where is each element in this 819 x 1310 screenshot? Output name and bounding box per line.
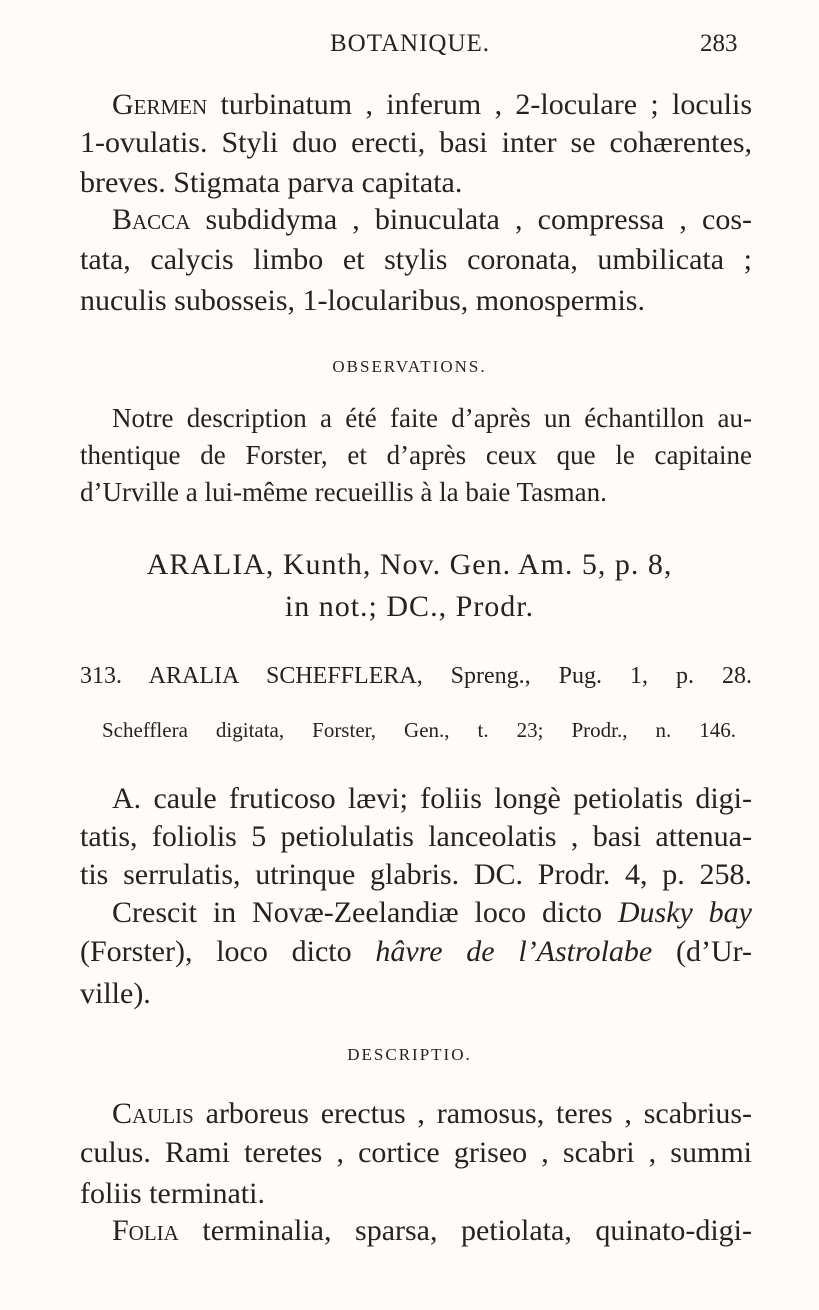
species-heading: 313. ARALIA SCHEFFLERA, Spreng., Pug. 1, p. 28.	[80, 663, 752, 689]
germen-line-3: breves. Stigmata parva capitata.	[80, 166, 463, 199]
habitat-line-1	[112, 896, 752, 930]
bacca-line-3: nuculis subosseis, 1-locularibus, monospermis.	[80, 284, 645, 317]
germen-lead: Germen	[112, 88, 208, 121]
genus-heading-line-2: in not.; DC., Prodr.	[284, 590, 535, 623]
running-header-title: BOTANIQUE.	[330, 30, 491, 57]
caulis-line-1-text: arboreus erectus , ramosus, teres , scabrius-	[193, 1097, 752, 1130]
observations-line-3: d’Urville a lui-même recueillis à la baie Tasman.	[80, 477, 607, 507]
species-synonym: Schefflera digitata, Forster, Gen., t. 23; Prodr., n. 146.	[102, 718, 736, 742]
page-number: 283	[700, 30, 738, 57]
folia-line-1	[112, 1214, 752, 1248]
germen-line-1-text: turbinatum , inferum , 2-loculare ; loculis	[207, 88, 752, 121]
diagnosis-line-3: tis serrulatis, utrinque glabris. DC. Prodr. 4, p. 258.	[80, 858, 752, 891]
bacca-line-1-text: subdidyma , binuculata , compressa , cos-	[190, 203, 752, 236]
descriptio-heading: DESCRIPTIO.	[347, 1045, 472, 1064]
habitat-line-2-text-b: (d’Ur-	[652, 935, 752, 968]
caulis-line-2: culus. Rami teretes , cortice griseo , scabri , summi	[80, 1136, 752, 1169]
habitat-line-1-text: Crescit in Novæ-Zeelandiæ loco dicto	[112, 896, 618, 929]
genus-heading-line-1: ARALIA, Kunth, Nov. Gen. Am. 5, p. 8,	[146, 548, 673, 581]
habitat-line-3: ville).	[80, 977, 151, 1010]
germen-line-1	[112, 88, 752, 122]
habitat-line-2-text-a: (Forster), loco dicto	[80, 935, 376, 968]
habitat-line-2	[80, 935, 752, 969]
folia-line-1-text: terminalia, sparsa, petiolata, quinato-digi-	[178, 1214, 752, 1247]
caulis-lead: Caulis	[112, 1097, 194, 1130]
observations-line-1: Notre description a été faite d’après un échantillon au-	[112, 403, 752, 433]
habitat-locality-astrolabe: hâvre de l’Astrolabe	[375, 935, 653, 968]
germen-line-2: 1-ovulatis. Styli duo erecti, basi inter se cohærentes,	[80, 126, 752, 159]
observations-line-2: thentique de Forster, et d’après ceux que le capitaine	[80, 440, 752, 470]
folia-lead: Folia	[112, 1214, 179, 1247]
diagnosis-line-2: tatis, foliolis 5 petiolulatis lanceolatis , basi attenua-	[80, 820, 752, 853]
caulis-line-1	[112, 1097, 752, 1131]
diagnosis-line-1: A. caule fruticoso lævi; foliis longè petiolatis digi-	[112, 782, 752, 815]
bacca-lead: Bacca	[112, 203, 191, 236]
bacca-line-1	[112, 203, 752, 237]
observations-heading: OBSERVATIONS.	[332, 357, 487, 376]
caulis-line-3: foliis terminati.	[80, 1177, 265, 1210]
habitat-locality-dusky-bay: Dusky bay	[617, 896, 753, 929]
bacca-line-2: tata, calycis limbo et stylis coronata, umbilicata ;	[80, 243, 752, 276]
